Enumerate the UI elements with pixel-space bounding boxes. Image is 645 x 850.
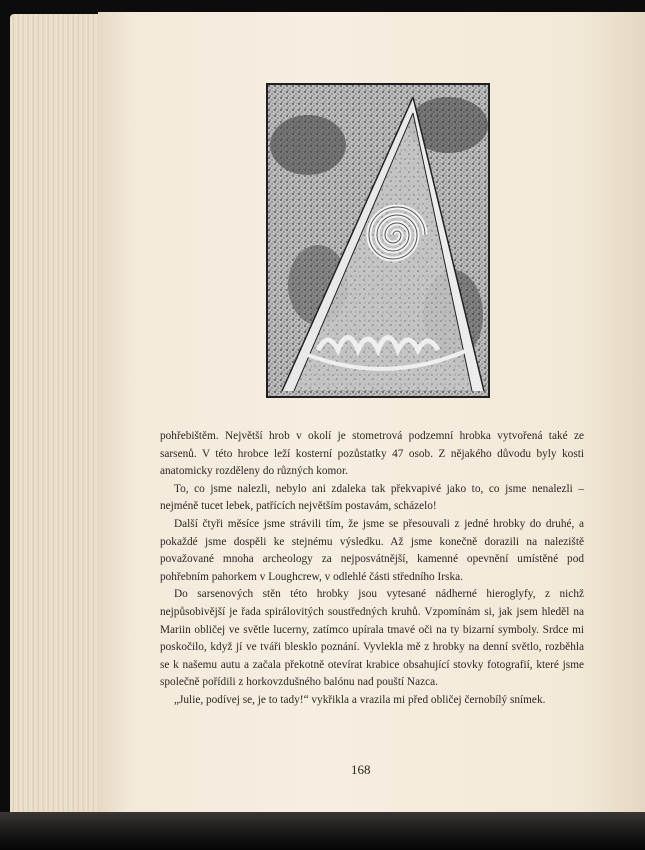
carved-spiral-triangle-icon: [268, 85, 488, 396]
page-stack-edges: [10, 14, 110, 820]
paragraph: „Julie, podívej se, je to tady!“ vykřikla a vrazila mi před obličej černobílý snímek.: [174, 693, 546, 706]
page-number: 168: [351, 762, 371, 777]
body-text: [160, 428, 584, 710]
bottom-shadow: [0, 812, 645, 850]
paragraph: To, co jsme nalezli, nebylo ani zdaleka tak překvapivé jako to, co jsme nenalezli – nejméně tucet lebek, patřících největším postavám, scházelo!: [160, 482, 584, 513]
paragraph: Do sarsenových stěn této hrobky jsou vytesané nádherné hieroglyfy, z nichž nejpůsobivější je řada spirálovitých soustředných kruhů. Vzpomínám si, jak jsem hleděl na Mariin obličej ve světle lucerny, zatímco upírala tmavé oči na ty bizarní symboly. Srdce mi poskočilo, když jí ve tváři blesklo poznání. Vyvlekla mě z hrobky na denní světlo, rozběhla se k našemu autu a začala překotně otevírat krabice obsahující stovky fotografií, které jsme společně pořídili z horkovzdušného balónu nad pouští Nazca.: [160, 588, 584, 689]
paragraph: Další čtyři měsíce jsme strávili tím, že jsme se přesouvali z jedné hrobky do druhé, a pokaždé jsme dospěli ke stejnému výsledku. Až jsme konečně dorazili na naleziště považované mnoha archeology za nejposvátnější, kamenné opevnění umístěné pod pohřebním pahorkem v Loughcrew, v odlehlé části středního Irska.: [160, 517, 584, 583]
paragraph: pohřebištěm. Největší hrob v okolí je stometrová podzemní hrobka vytvořená také ze sarsenů. V této hrobce leží kosterní pozůstatky 47 osob. Z nějakého důvodu byly kosti anatomicky rozděleny do různých komor.: [160, 430, 584, 478]
illustration-figure: [266, 83, 490, 398]
